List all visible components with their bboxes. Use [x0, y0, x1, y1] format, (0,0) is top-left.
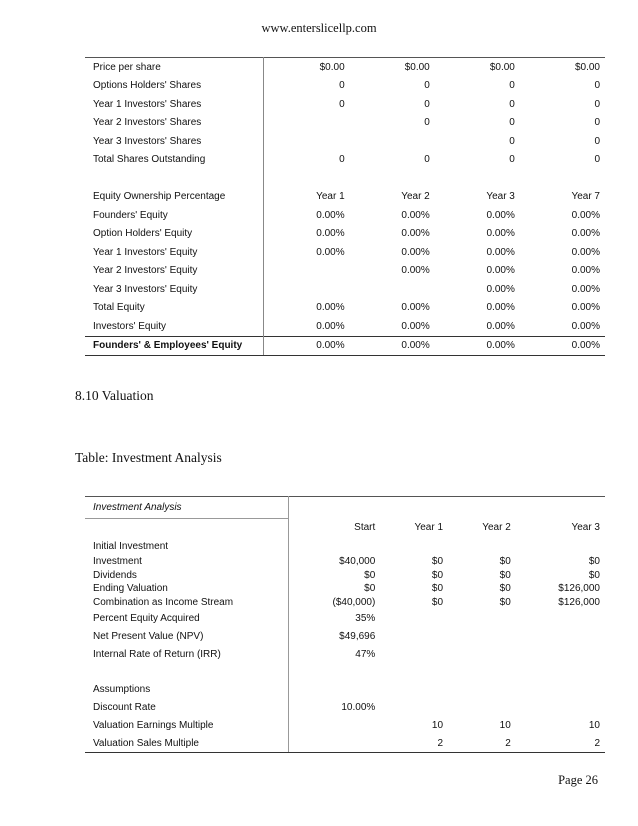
cell-value: 0	[509, 98, 515, 110]
row-label: Year 3 Investors' Shares	[85, 132, 264, 151]
row-label: Assumptions	[85, 680, 289, 698]
cell-value: 0.00%	[571, 302, 600, 314]
cell-value: $0	[364, 583, 376, 595]
row-label: Valuation Sales Multiple	[85, 734, 289, 753]
row-label: Year 3 Investors' Equity	[85, 280, 264, 299]
total-row	[85, 336, 605, 356]
cell-value: 0.00%	[316, 320, 345, 332]
row-label: Total Equity	[85, 299, 264, 318]
table-row	[85, 596, 605, 610]
cell-value: $0.00	[264, 58, 350, 77]
cell-value: ($40,000)	[332, 596, 376, 608]
row-label: Percent Equity Acquired	[85, 609, 289, 627]
cell-value: 35%	[355, 612, 376, 624]
cell-value: $0	[431, 596, 444, 608]
cell-value	[350, 132, 435, 151]
cell-value: 0	[594, 135, 600, 147]
cell-value: 0.00%	[571, 246, 600, 258]
row-label: Year 2 Investors' Equity	[85, 262, 264, 281]
cell-value: $0	[431, 556, 444, 568]
cell-value: 0.00%	[571, 283, 600, 295]
table-caption: Table: Investment Analysis	[75, 450, 222, 465]
cell-value: 0.00%	[316, 209, 345, 221]
cell-value: $0	[364, 569, 376, 581]
cell-value: 0	[509, 135, 515, 147]
row-label: Options Holders' Shares	[85, 77, 264, 96]
cell-value: 0	[594, 80, 600, 92]
table-row	[85, 716, 605, 734]
row-label: Discount Rate	[85, 698, 289, 716]
table-row	[85, 555, 605, 569]
cell-value: 10	[431, 719, 444, 731]
table-row	[85, 225, 605, 244]
column-header: Year 2	[401, 191, 430, 203]
row-label: Founders' & Employees' Equity	[85, 336, 264, 356]
cell-value: 10	[499, 719, 511, 731]
cell-value: 0	[594, 98, 600, 110]
cell-value: 0	[509, 154, 515, 166]
cell-value: 0.00%	[486, 283, 515, 295]
cell-value	[350, 280, 435, 299]
table-title-row	[85, 497, 605, 519]
cell-value: $0	[499, 583, 511, 595]
cell-value: 0	[594, 117, 600, 129]
cell-value: $0	[588, 556, 600, 568]
table-row	[85, 262, 605, 281]
table-row	[85, 680, 605, 698]
column-header: Year 3	[486, 191, 515, 203]
table-row	[85, 77, 605, 96]
cell-value: 47%	[355, 648, 376, 660]
cell-value	[264, 262, 350, 281]
cell-value: $40,000	[339, 556, 376, 568]
cell-value: $0	[499, 596, 511, 608]
cell-value: 0	[424, 80, 430, 92]
cell-value: 0.00%	[401, 265, 430, 277]
spacer-row	[85, 169, 605, 188]
row-label: Year 2 Investors' Shares	[85, 114, 264, 133]
cell-value: 0.00%	[486, 228, 515, 240]
row-label: Year 1 Investors' Equity	[85, 243, 264, 262]
cell-value: 0.00%	[401, 209, 430, 221]
cell-value: 0	[424, 117, 430, 129]
table-row	[85, 317, 605, 336]
equity-ownership-table	[85, 57, 605, 356]
table-row	[85, 569, 605, 583]
cell-value: 10	[588, 719, 600, 731]
cell-value: 0.00%	[401, 302, 430, 314]
table-row	[85, 132, 605, 151]
cell-value: 0.00%	[520, 336, 605, 356]
cell-value: $0.00	[520, 58, 605, 77]
table-row	[85, 537, 605, 555]
cell-value: $126,000	[558, 583, 600, 595]
cell-value: $49,696	[339, 630, 376, 642]
cell-value: 0.00%	[486, 246, 515, 258]
cell-value: 0.00%	[401, 228, 430, 240]
cell-value: 0.00%	[571, 228, 600, 240]
table-row	[85, 299, 605, 318]
row-label: Option Holders' Equity	[85, 225, 264, 244]
table-row	[85, 280, 605, 299]
cell-value: $0	[499, 569, 511, 581]
cell-value: 0	[339, 80, 345, 92]
cell-value: $0	[431, 583, 444, 595]
table-row	[85, 609, 605, 627]
cell-value: 0.00%	[316, 246, 345, 258]
cell-value	[264, 114, 350, 133]
cell-value: 0	[594, 154, 600, 166]
column-header: Year 1	[414, 522, 444, 534]
cell-value: 0	[509, 80, 515, 92]
table-row	[85, 645, 605, 663]
cell-value: 0.00%	[571, 265, 600, 277]
row-label: Combination as Income Stream	[85, 596, 289, 610]
cell-value	[289, 716, 381, 734]
table-row	[85, 243, 605, 262]
table-row	[85, 698, 605, 716]
row-label: Ending Valuation	[85, 582, 289, 596]
cell-value: 0.00%	[350, 336, 435, 356]
cell-value: 0.00%	[486, 209, 515, 221]
cell-value: $0.00	[350, 58, 435, 77]
cell-value: $126,000	[558, 596, 600, 608]
cell-value	[264, 132, 350, 151]
cell-value: 0	[424, 98, 430, 110]
row-label: Initial Investment	[85, 537, 289, 555]
cell-value: 0.00%	[401, 246, 430, 258]
column-header: Year 1	[316, 191, 345, 203]
row-label: Investment	[85, 555, 289, 569]
row-label: Year 1 Investors' Shares	[85, 95, 264, 114]
cell-value: 0.00%	[571, 320, 600, 332]
cell-value: 2	[448, 734, 516, 753]
cell-value: 0.00%	[316, 228, 345, 240]
cell-value: $0.00	[435, 58, 520, 77]
table-row	[85, 206, 605, 225]
table-row	[85, 582, 605, 596]
row-label: Net Present Value (NPV)	[85, 627, 289, 645]
row-label: Investors' Equity	[85, 317, 264, 336]
cell-value: 0.00%	[435, 336, 520, 356]
investment-analysis-table	[85, 496, 605, 753]
cell-value: 0.00%	[486, 320, 515, 332]
table-header-row	[85, 519, 605, 538]
table-header-row	[85, 188, 605, 207]
cell-value: 0.00%	[486, 302, 515, 314]
cell-value: 0.00%	[401, 320, 430, 332]
table-row	[85, 734, 605, 753]
cell-value: 10.00%	[341, 701, 376, 713]
cell-value: 0.00%	[486, 265, 515, 277]
cell-value: $0	[588, 569, 600, 581]
column-header: Year 3	[571, 522, 600, 534]
row-label: Dividends	[85, 569, 289, 583]
cell-value: 0.00%	[316, 302, 345, 314]
cell-value: $0	[499, 556, 511, 568]
cell-value: 2	[380, 734, 448, 753]
cell-value: 0	[424, 154, 430, 166]
row-label: Founders' Equity	[85, 206, 264, 225]
row-label: Valuation Earnings Multiple	[85, 716, 289, 734]
cell-value: 0	[509, 117, 515, 129]
table-row	[85, 114, 605, 133]
column-header: Year 2	[482, 522, 511, 534]
cell-value: $0	[431, 569, 444, 581]
row-label: Total Shares Outstanding	[85, 151, 264, 170]
row-label: Equity Ownership Percentage	[85, 188, 264, 207]
section-heading: 8.10 Valuation	[75, 388, 154, 403]
cell-value: 0.00%	[264, 336, 350, 356]
row-label: Price per share	[85, 58, 264, 77]
page-number: Page 26	[558, 773, 598, 787]
row-label: Internal Rate of Return (IRR)	[85, 645, 289, 663]
cell-value: 0	[339, 98, 345, 110]
table-row	[85, 95, 605, 114]
table-row	[85, 151, 605, 170]
spacer-row	[85, 663, 605, 680]
cell-value	[264, 280, 350, 299]
column-header: Year 7	[571, 191, 600, 203]
table-title: Investment Analysis	[85, 497, 289, 519]
cell-value: 2	[516, 734, 605, 753]
table-row	[85, 58, 605, 77]
page-header-url: www.enterslicellp.com	[261, 21, 377, 35]
cell-value: 0.00%	[571, 209, 600, 221]
column-header: Start	[354, 522, 376, 534]
cell-value	[289, 734, 381, 753]
cell-value: 0	[339, 154, 345, 166]
table-row	[85, 627, 605, 645]
